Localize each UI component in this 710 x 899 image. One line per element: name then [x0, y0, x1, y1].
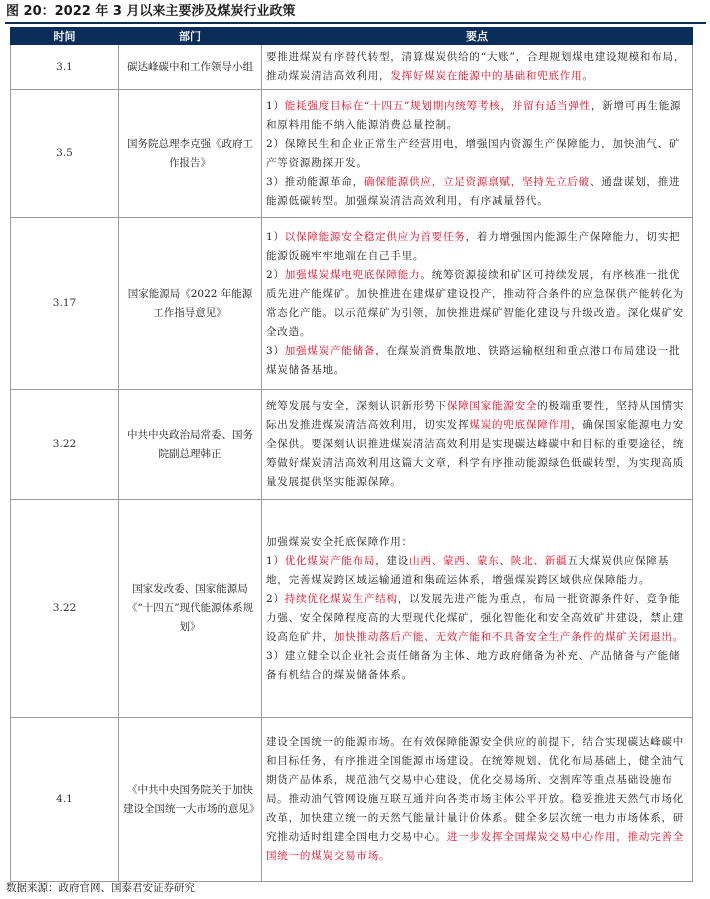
body-text: 1）: [266, 99, 285, 112]
cell-time: 3.22: [11, 390, 119, 500]
body-text: 2）: [266, 268, 285, 281]
body-text: ，着力增强国内能源生产保障能力，切实把能源饭碗牢牢地端在自己手里。: [266, 230, 681, 262]
highlighted-text: 加强煤炭煤电兜底保障能力: [284, 268, 421, 281]
policy-paragraph: [266, 342, 688, 380]
policy-paragraph: [266, 266, 688, 342]
body-text: 的极端重要性，坚持从国情实际出发推进煤炭清洁高效利用，切实发挥: [266, 400, 685, 431]
cell-time: 4.1: [11, 718, 119, 882]
body-text: 3）建立健全以企业社会责任储备为主体、地方政府储备为补充、产品储备与产能储备有机结合的煤炭储备体系。: [266, 649, 681, 681]
column-header-dept: 部门: [119, 28, 262, 45]
highlighted-text: 以保障能源安全稳定供应为首要任务: [284, 230, 466, 243]
figure-title: 图 20：2022 年 3 月以来主要涉及煤炭行业政策: [6, 4, 296, 19]
cell-dept: 国家能源局《2022 年能源工作指导意见》: [119, 218, 262, 390]
cell-time: 3.22: [11, 500, 119, 718]
highlighted-text: 加强煤炭产能储备: [284, 344, 376, 357]
title-divider: [5, 22, 706, 24]
highlighted-text: 加快推动落后产能、无效产能和不具备安全生产条件的煤矿关闭退出。: [333, 630, 685, 643]
policy-paragraph: [266, 228, 688, 266]
cell-dept: 《中共中央国务院关于加快建设全国统一大市场的意见》: [119, 718, 262, 882]
body-text: 。: [582, 70, 594, 82]
body-text: 、通盘谋划，推进能源低碳转型。加强煤炭清洁高效利用，有序减量替代。: [266, 175, 681, 207]
body-text: ，建设: [375, 554, 410, 567]
body-text: ，新增可再生能源和原料用能不纳入能源消费总量控制。: [266, 99, 682, 131]
cell-dept: 国家发改委、国家能源局《“十四五”现代能源体系规划》: [119, 500, 262, 718]
column-header-points: 要点: [262, 28, 693, 45]
cell-points: [262, 90, 693, 218]
policy-paragraph: [266, 397, 688, 492]
policy-paragraph: [266, 135, 688, 173]
cell-points: [262, 218, 693, 390]
highlighted-text: 持续优化煤炭生产结构: [284, 592, 398, 605]
column-header-time: 时间: [11, 28, 119, 45]
table-row: [11, 45, 693, 90]
table-row: [11, 90, 693, 218]
cell-dept: 中共中央政治局常委、国务院副总理韩正: [119, 390, 262, 500]
table-row: [11, 218, 693, 390]
policy-paragraph: [266, 533, 688, 552]
cell-points: [262, 500, 693, 718]
highlighted-text: 煤炭的兜底保障作用: [469, 419, 572, 431]
body-text: ，以发展先进产能为重点，布局一批资源条件好、竞争能力强、安全保障程度高的大型现代化煤矿，强化智能化和安全高效矿井建设，禁止建设高危矿井，: [266, 592, 685, 643]
cell-dept: 碳达峰碳中和工作领导小组: [119, 45, 262, 90]
body-text: ，在煤炭消费集散地、铁路运输枢纽和重点港口布局建设一批煤炭储备基地。: [266, 344, 681, 376]
cell-points: [262, 718, 693, 882]
body-text: 2）: [266, 592, 285, 605]
highlighted-text: 优化煤炭产能布局: [284, 554, 376, 567]
source-note: 数据来源：政府官网、国泰君安证券研究: [6, 882, 195, 894]
policy-paragraph: [266, 173, 688, 211]
cell-dept: 国务院总理李克强《政府工作报告》: [119, 90, 262, 218]
highlighted-text: 山西、蒙西、蒙东、陕北、新疆: [409, 554, 568, 567]
highlighted-text: 保障国家能源安全: [446, 400, 538, 412]
body-text: ，确保国家能源电力安全保供。要深刻认识推进煤炭清洁高效利用是实现碳达峰碳中和目标的重要途径，统筹做好煤炭清洁高效利用这篇大文章，科学有序推动能源绿色低碳转型，为实现高质量发展提供坚实能源保障。: [266, 419, 685, 488]
body-text: 3）推动能源革命，: [266, 175, 364, 188]
body-text: 1）: [266, 554, 285, 567]
highlighted-text: 发挥好煤炭在能源中的基础和兜底作用: [390, 70, 583, 82]
policy-paragraph: [266, 733, 688, 866]
policy-paragraph: [266, 647, 688, 685]
cell-points: [262, 390, 693, 500]
policy-table: [10, 27, 693, 882]
body-text: 建设全国统一的能源市场。在有效保障能源安全供应的前提下，结合实现碳达峰碳中和目标任务，有序推进全国能源市场建设。在统筹规划、优化布局基础上，健全油气期货产品体系，规范油气交易中心建设，优化交易场所、交割库等重点基础设施布局。推动油气管网设施互联互通并向各类市场主体公平开放。稳妥推进天然气市场化改革，加快建立统一的天然气能量计量计价体系。健全多层次统一电力市场体系，研究推动适时组建全国电力交易中心。: [266, 736, 685, 843]
policy-paragraph: [266, 97, 688, 135]
body-text: 3）: [266, 344, 285, 357]
policy-paragraph: [266, 48, 688, 86]
table-row: [11, 718, 693, 882]
table-body: [11, 45, 693, 882]
cell-time: 3.17: [11, 218, 119, 390]
cell-points: [262, 45, 693, 90]
table-row: [11, 500, 693, 718]
policy-paragraph: [266, 552, 688, 590]
table-row: [11, 390, 693, 500]
highlighted-text: 进一步发挥全国煤炭交易中心作用，推动完善全国统一的煤炭交易市场。: [266, 831, 685, 862]
body-text: 五大煤炭供应保障基地，完善煤炭跨区域运输通道和集疏运体系，增强煤炭跨区域供应保障能力。: [266, 554, 669, 586]
cell-time: 3.5: [11, 90, 119, 218]
policy-paragraph: [266, 590, 688, 647]
body-text: 加强煤炭安全托底保障作用：: [266, 535, 413, 548]
highlighted-text: 能耗强度目标在“十四五”规划期内统筹考核，并留有适当弹性: [284, 99, 591, 112]
body-text: 1）: [266, 230, 285, 243]
table-header-row: [11, 28, 693, 45]
body-text: 2）保障民生和企业正常生产经营用电，增强国内资源生产保障能力，加快油气、矿产等资源勘探开发。: [266, 137, 681, 169]
highlighted-text: 确保能源供应，立足资源禀赋，坚持先立后破: [363, 175, 590, 188]
body-text: 要推进煤炭有序替代转型，清算煤炭供给的“大账”，合理规划煤电建设规模和布局，推动煤炭清洁高效利用，: [266, 51, 686, 82]
body-text: 统筹发展与安全，深刻认识新形势下: [266, 400, 447, 412]
cell-time: 3.1: [11, 45, 119, 90]
body-text: 。统筹资源接续和矿区可持续发展，有序核准一批优质先进产能煤矿。加快推进在建煤矿建设投产，推动符合条件的应急保供产能转化为常态化产能。以示范煤矿为引领，加快推进煤矿智能化建设与升级改造。深化煤矿安全改造。: [266, 268, 685, 338]
